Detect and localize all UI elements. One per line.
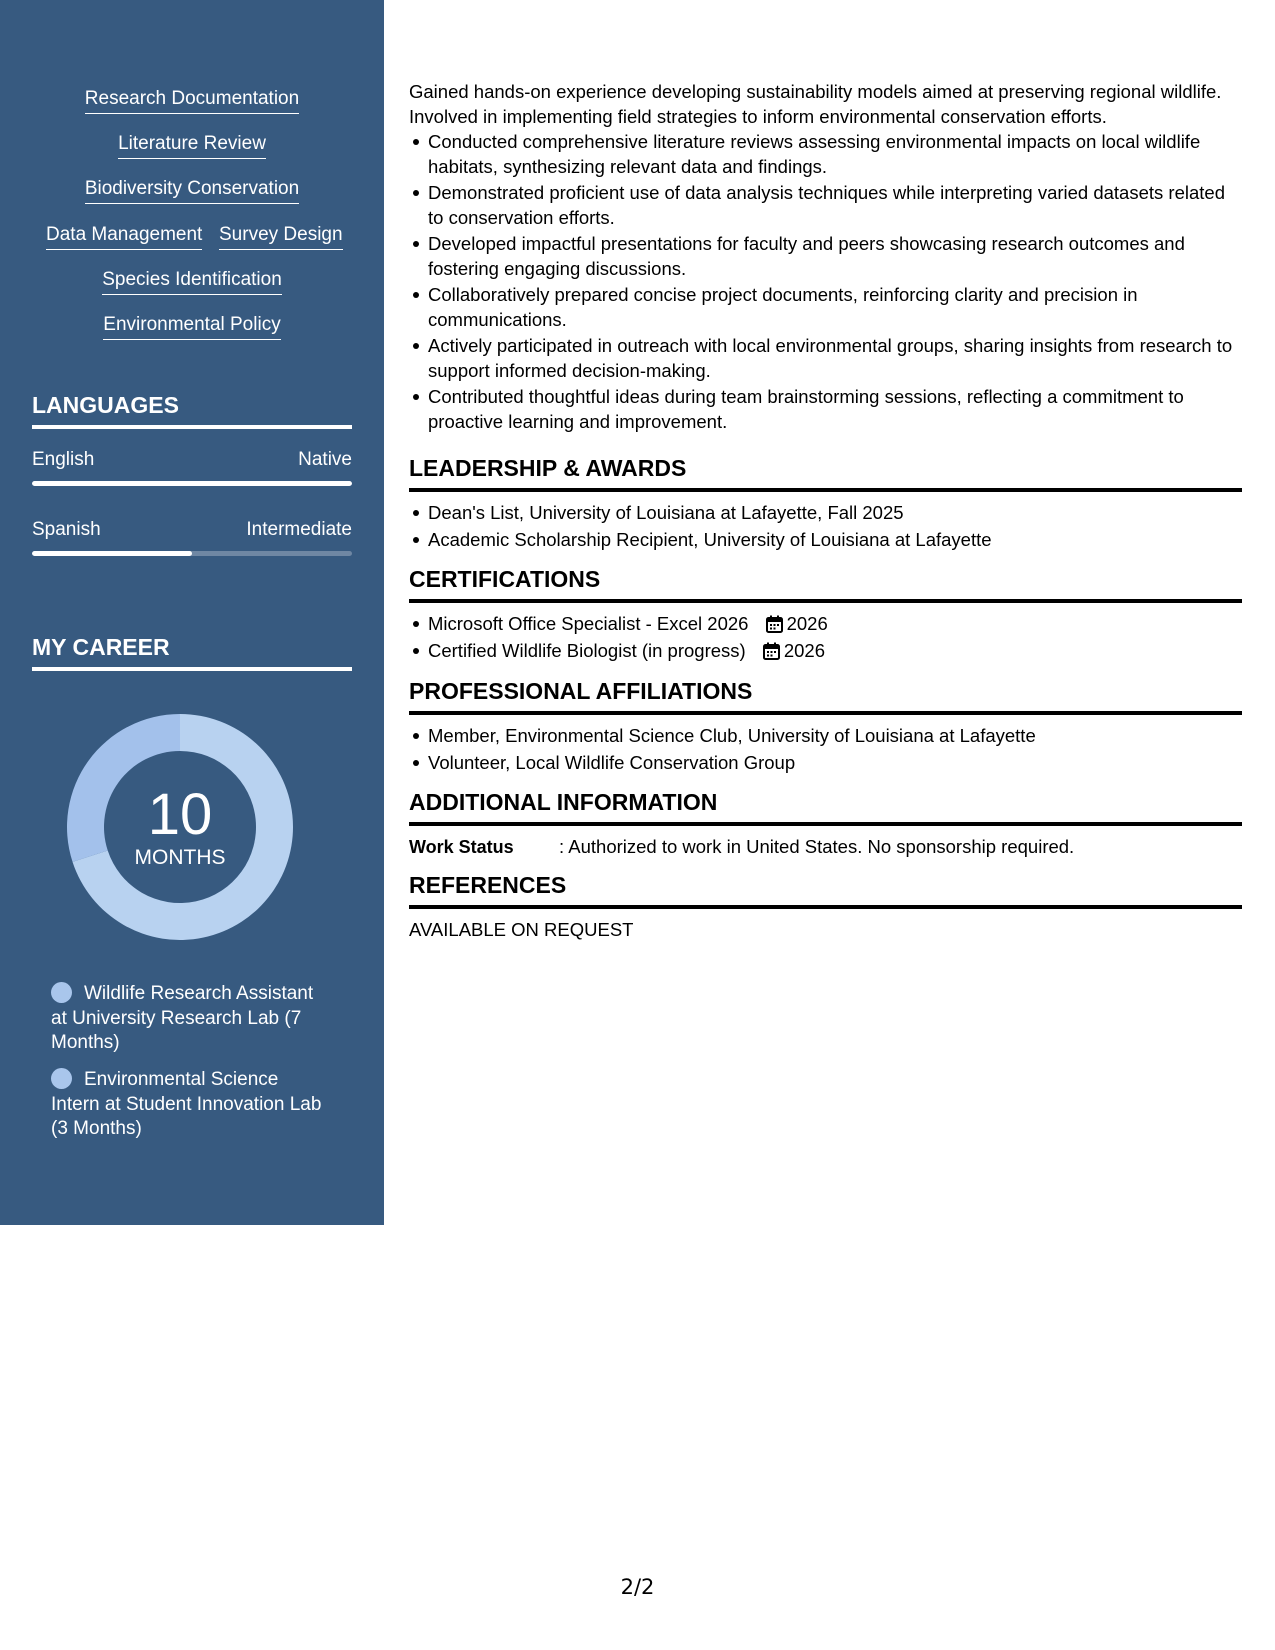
list-item: Demonstrated proficient use of data analysis techniques while interpreting varied datasets related to conservation efforts.	[428, 180, 1242, 230]
certification-name: Certified Wildlife Biologist (in progress)	[428, 640, 746, 661]
additional-info-section	[409, 788, 1242, 860]
list-item: Contributed thoughtful ideas during team brainstorming sessions, reflecting a commitment to proactive learning and improvement.	[428, 384, 1242, 434]
language-name: Spanish	[32, 519, 101, 540]
dot-icon	[51, 982, 72, 1003]
language-row-english	[32, 449, 352, 471]
section-heading: LEADERSHIP & AWARDS	[409, 454, 1242, 492]
certification-year: 2026	[786, 613, 828, 634]
references-text: AVAILABLE ON REQUEST	[409, 919, 634, 940]
work-status-row	[409, 834, 1242, 860]
career-heading: MY CAREER	[32, 633, 352, 671]
skill-tag: Research Documentation	[85, 88, 299, 114]
career-total-unit: MONTHS	[134, 846, 226, 869]
calendar-icon	[766, 615, 783, 633]
sidebar	[0, 0, 384, 1225]
references-section	[409, 871, 1242, 942]
section-heading: REFERENCES	[409, 871, 1242, 909]
list-item: Collaboratively prepared concise project documents, reinforcing clarity and precision in communications.	[428, 282, 1242, 332]
certifications-list	[409, 611, 1242, 663]
list-item: Academic Scholarship Recipient, University of Louisiana at Lafayette	[428, 527, 1242, 552]
leadership-section	[409, 454, 1242, 554]
work-status-value: : Authorized to work in United States. No sponsorship required.	[559, 836, 1075, 857]
list-item	[428, 638, 1242, 663]
career-item	[51, 982, 331, 1056]
experience-bullets	[409, 129, 1242, 434]
calendar-icon	[763, 642, 780, 660]
affiliations-section	[409, 677, 1242, 777]
language-level: Native	[298, 449, 352, 470]
list-item: Actively participated in outreach with local environmental groups, sharing insights from research to support informed decision-making.	[428, 333, 1242, 383]
list-item: Developed impactful presentations for faculty and peers showcasing research outcomes and fostering engaging discussions.	[428, 231, 1242, 281]
career-item	[51, 1068, 331, 1142]
list-item: Conducted comprehensive literature reviews assessing environmental impacts on local wildlife habitats, synthesizing relevant data and findings.	[428, 129, 1242, 179]
skill-tag: Species Identification	[102, 269, 282, 295]
certification-name: Microsoft Office Specialist - Excel 2026	[428, 613, 749, 634]
section-heading: PROFESSIONAL AFFILIATIONS	[409, 677, 1242, 715]
work-status-label: Work Status	[409, 837, 514, 857]
skill-tag: Environmental Policy	[103, 314, 280, 340]
career-item-text: Environmental Science Intern at Student Innovation Lab (3 Months)	[51, 1069, 322, 1139]
list-item: Member, Environmental Science Club, University of Louisiana at Lafayette	[428, 723, 1242, 748]
affiliations-list	[409, 723, 1242, 775]
section-heading: CERTIFICATIONS	[409, 565, 1242, 603]
skill-tag: Data Management	[46, 224, 202, 250]
language-name: English	[32, 449, 95, 470]
skill-tag: Literature Review	[118, 133, 266, 159]
certifications-section	[409, 565, 1242, 665]
language-bar-english	[32, 481, 352, 486]
certification-year: 2026	[783, 640, 825, 661]
experience-block	[409, 79, 1242, 435]
language-level: Intermediate	[246, 519, 352, 540]
skill-tag: Biodiversity Conservation	[85, 178, 299, 204]
career-item-text: Wildlife Research Assistant at University Research Lab (7 Months)	[51, 983, 314, 1053]
page-number: 2/2	[620, 1575, 655, 1599]
list-item	[428, 611, 1242, 636]
section-heading: ADDITIONAL INFORMATION	[409, 788, 1242, 826]
list-item: Dean's List, University of Louisiana at Lafayette, Fall 2025	[428, 500, 1242, 525]
experience-intro: Gained hands-on experience developing sustainability models aimed at preserving regional wildlife. Involved in implementing field strategies to inform environmental conservation efforts.	[409, 81, 1222, 127]
skill-tag: Survey Design	[219, 224, 343, 250]
leadership-list	[409, 500, 1242, 552]
language-row-spanish	[32, 519, 352, 541]
language-bar-spanish	[32, 551, 352, 556]
career-total-value: 10	[147, 782, 213, 847]
language-bar-fill	[32, 481, 352, 486]
list-item: Volunteer, Local Wildlife Conservation Group	[428, 750, 1242, 775]
dot-icon	[51, 1068, 72, 1089]
language-bar-fill	[32, 551, 192, 556]
languages-heading: LANGUAGES	[32, 391, 352, 429]
